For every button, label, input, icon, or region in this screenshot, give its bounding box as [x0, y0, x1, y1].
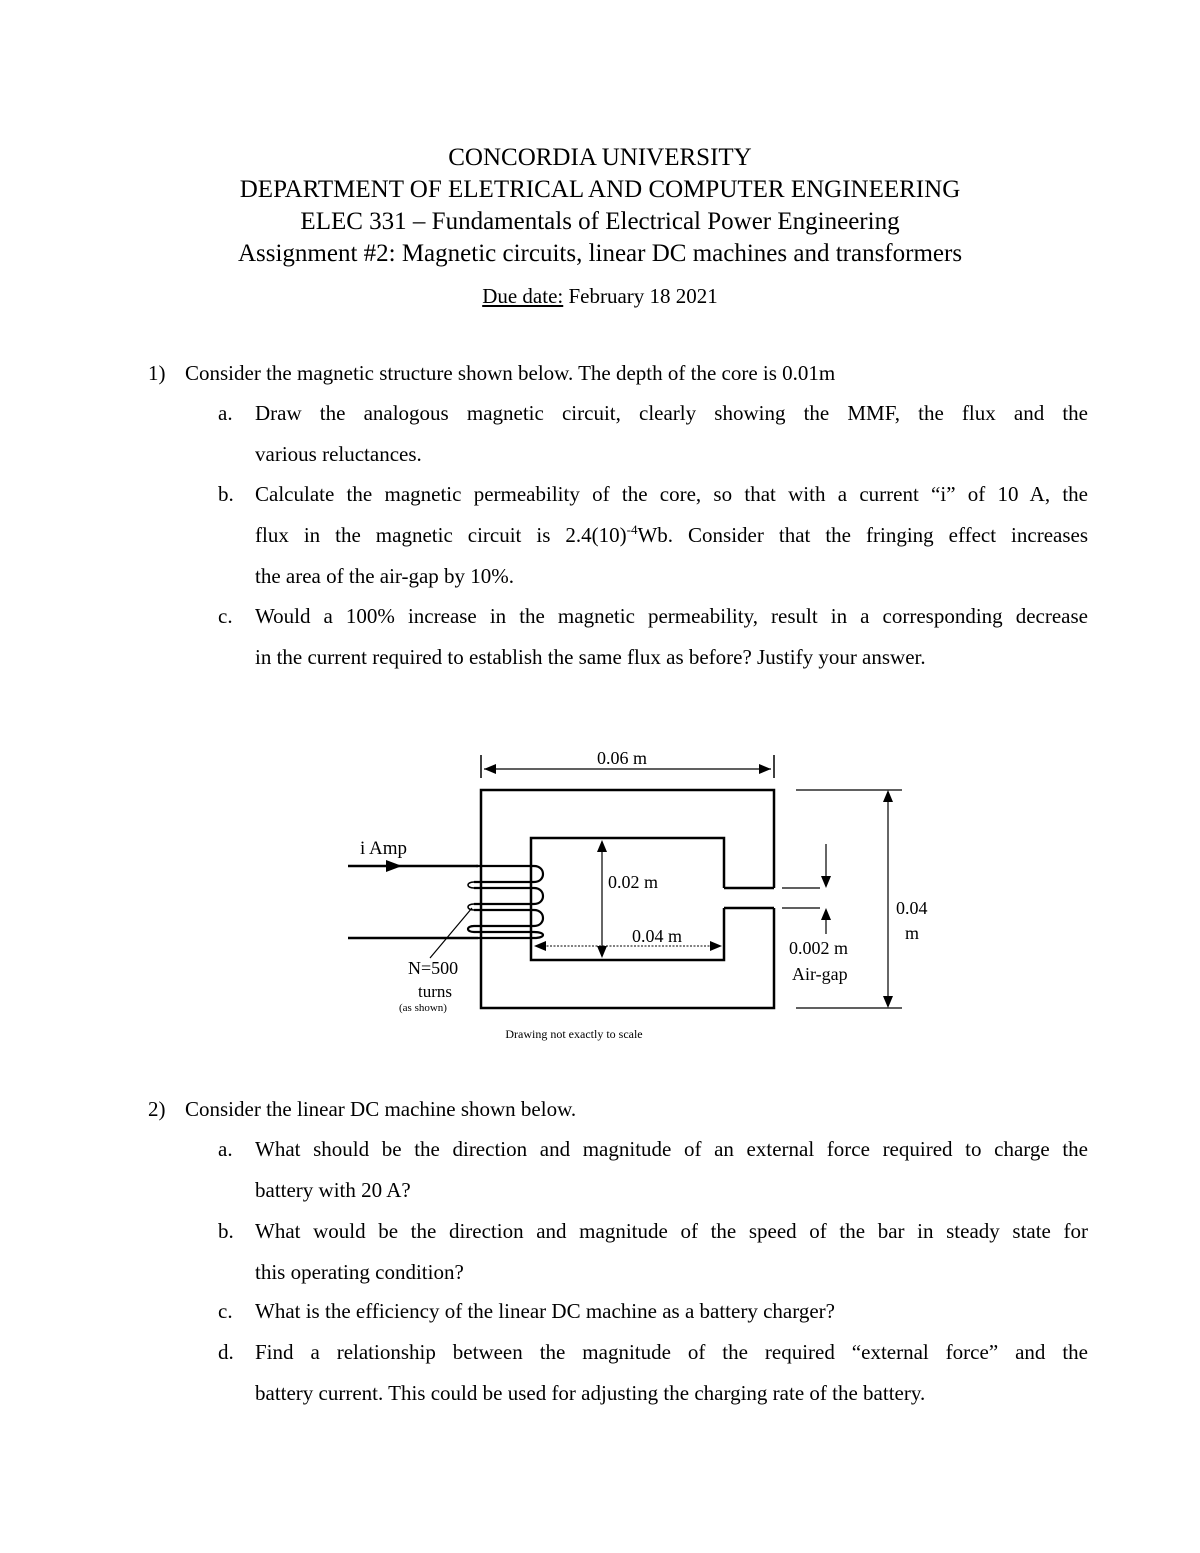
outer-height-value: 0.04	[896, 898, 928, 918]
airgap-value: 0.002 m	[789, 938, 849, 958]
question-text: Consider the linear DC machine shown below.	[185, 1097, 577, 1121]
arrowhead	[883, 996, 893, 1008]
arrowhead	[821, 876, 831, 888]
subquestion-line: the area of the air-gap by 10%.	[255, 564, 515, 588]
subquestion-line: What would be the direction and magnitude of the speed of the bar in steady state for	[255, 1219, 1088, 1243]
subquestion-label: a.	[218, 401, 233, 425]
arrowhead	[484, 764, 496, 774]
subquestion-line: What should be the direction and magnitude of an external force required to charge the	[255, 1137, 1088, 1161]
subquestion-line: in the current required to establish the same flux as before? Justify your answer.	[255, 645, 926, 669]
subquestion-label: a.	[218, 1137, 233, 1161]
due-date-label: Due date:	[482, 284, 564, 308]
width-label: 0.06 m	[596, 748, 648, 768]
current-arrow	[386, 860, 402, 872]
flux-text: flux in the magnetic circuit is 2.4(10)	[255, 523, 627, 547]
department-name: DEPARTMENT OF ELETRICAL AND COMPUTER ENGINEERING	[239, 176, 961, 203]
question-text: Consider the magnetic structure shown below. The depth of the core is 0.01m	[185, 361, 836, 385]
subquestion-line: battery with 20 A?	[255, 1178, 411, 1202]
subquestion-line: Would a 100% increase in the magnetic permeability, result in a corresponding decrease	[255, 604, 1088, 628]
due-date-value: February 18 2021	[563, 284, 718, 308]
magnetic-core-figure	[0, 720, 1200, 1060]
document-header	[0, 142, 1200, 270]
figure-caption: Drawing not exactly to scale	[505, 1027, 643, 1041]
turns-unit: turns	[418, 982, 452, 1001]
subquestion-line: this operating condition?	[255, 1260, 464, 1284]
current-label: i Amp	[360, 838, 407, 859]
arrowhead	[597, 840, 607, 852]
subquestion-label: b.	[218, 482, 234, 506]
question-number: 1)	[148, 361, 166, 385]
subquestion-label: d.	[218, 1340, 234, 1364]
flux-exponent: -4	[626, 522, 638, 537]
subquestion-label: c.	[218, 604, 233, 628]
course-title: ELEC 331 – Fundamentals of Electrical Power Engineering	[300, 208, 900, 235]
subquestion-line: various reluctances.	[255, 442, 422, 466]
inner-height-label: 0.02 m	[608, 872, 659, 892]
outer-height-unit: m	[905, 923, 920, 943]
subquestion-line: Draw the analogous magnetic circuit, clearly showing the MMF, the flux and the	[255, 401, 1088, 425]
subquestion-line: Find a relationship between the magnitude of the required “external force” and the	[255, 1340, 1088, 1364]
subquestion-label: b.	[218, 1219, 234, 1243]
question-number: 2)	[148, 1097, 166, 1121]
turns-pointer	[430, 908, 472, 958]
subquestion-label: c.	[218, 1299, 233, 1323]
airgap-label: Air-gap	[792, 964, 848, 984]
arrowhead	[821, 908, 831, 920]
assignment-title: Assignment #2: Magnetic circuits, linear DC machines and transformers	[237, 240, 963, 267]
subquestion-line: Calculate the magnetic permeability of the core, so that with a current “i” of 10 A, the	[255, 482, 1088, 506]
core-inner-outline	[531, 838, 724, 960]
due-date	[0, 284, 1200, 309]
turns-value: N=500	[408, 958, 459, 978]
arrowhead	[759, 764, 771, 774]
inner-width-label: 0.04 m	[632, 926, 683, 946]
subquestion-line: battery current. This could be used for adjusting the charging rate of the battery.	[255, 1381, 926, 1405]
flux-text-rest: Wb. Consider that the fringing effect increases	[637, 523, 1089, 547]
arrowhead	[883, 790, 893, 802]
subquestion-line	[255, 515, 1088, 556]
arrowhead	[710, 941, 722, 951]
subquestion-line: What is the efficiency of the linear DC machine as a battery charger?	[255, 1299, 835, 1323]
core-outer-outline	[481, 790, 774, 1008]
arrowhead	[534, 941, 546, 951]
university-name: CONCORDIA UNIVERSITY	[448, 144, 752, 171]
turns-note: (as shown)	[399, 1002, 447, 1014]
arrowhead	[597, 946, 607, 958]
